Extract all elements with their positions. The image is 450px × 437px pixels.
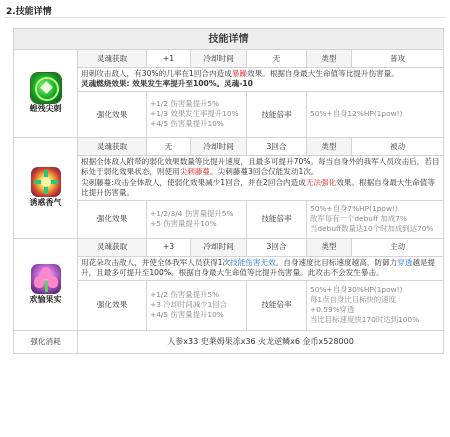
ratio-line: 当比目标速度快170时达到100%	[310, 315, 420, 325]
skill-1-desc-text	[81, 69, 440, 79]
skill-2-soul: 无	[147, 137, 191, 155]
bonus-line: +3 冷却时间减少1回合	[150, 300, 228, 310]
skill-1-ratio: 50%+自身12%HP(1pow!)	[307, 91, 444, 137]
skill-1-enhance-row	[14, 91, 444, 137]
material-cost-row	[14, 330, 444, 353]
skill-2-cooldown: 3回合	[247, 137, 307, 155]
bonus-line: +4/5 伤害量提升10%	[150, 310, 224, 320]
skill-1-cell	[14, 50, 78, 138]
skill-2-enhance-row	[14, 200, 444, 238]
skill-1-cooldown: 无	[247, 50, 307, 68]
skill-2-stats-row	[14, 137, 444, 155]
skill-2-desc-extra	[81, 178, 440, 199]
skill-3-name: 欢愉果实	[29, 294, 62, 304]
skill-3-ratio	[307, 280, 444, 330]
desc-segment: 。自身速度比目标速度越高，防御力	[275, 257, 398, 267]
skill-details-table	[13, 28, 444, 354]
material-label: 强化消耗	[14, 330, 78, 353]
skill-2-bonus	[147, 200, 247, 238]
cooldown-label: 冷却时间	[191, 238, 247, 256]
desc-segment: 。尖刺藤蔓3回合仅能发动1次。	[210, 167, 319, 177]
ratio-label: 技能倍率	[247, 91, 307, 137]
ratio-line: 敌军每有一个debuff 加成7%	[310, 214, 407, 224]
skill-3-stats-row	[14, 238, 444, 256]
skill-2-desc-row	[14, 155, 444, 200]
cooldown-label: 冷却时间	[191, 50, 247, 68]
desc-segment: 根据全体敌人附带的弱化效果数量等比提升速度，且最多可提升70%。每当自身外的我军人员攻击后，若目标处于弱化效果状态，则使用	[81, 156, 440, 177]
soul-label: 灵魂获取	[78, 50, 147, 68]
flower-fruit-icon	[31, 264, 61, 294]
desc-segment: 尖刺藤蔓:攻击全体敌人，使弱化效果减少1回合，并在2回合内造成	[81, 177, 306, 187]
soul-label: 灵魂获取	[78, 137, 147, 155]
enhance-label: 强化效果	[78, 280, 147, 330]
skill-3-description	[78, 256, 444, 280]
bonus-line: +5 伤害量提升10%	[150, 219, 217, 229]
keyword-highlight: 暴躁	[231, 69, 247, 78]
skill-3-desc-text	[81, 258, 440, 279]
ratio-line: 50%+自身30%HP(1pow!)	[310, 285, 403, 295]
desc-segment: 越是提升，且最多可提升至100%。根据自身最大生命值等比提升伤害量。此攻击不会发生暴击。	[81, 257, 436, 278]
skill-3-desc-row	[14, 256, 444, 280]
skill-1-desc-row	[14, 68, 444, 92]
ratio-line: 当debuff数量达10个时加成到达70%	[310, 224, 434, 234]
desc-segment: 效果。根据自身最大生命值等比提升伤害量。	[81, 177, 435, 198]
bonus-line: +1/2/3/4 伤害量提升5%	[150, 209, 234, 219]
cooldown-label: 冷却时间	[191, 137, 247, 155]
ratio-label: 技能倍率	[247, 200, 307, 238]
skill-2-desc-text	[81, 157, 440, 178]
section-divider	[4, 17, 446, 18]
desc-segment: 用刺攻击敌人，有30%的几率在1回合内造成	[81, 69, 232, 78]
bonus-line: +4/5 伤害量提升10%	[150, 119, 224, 129]
spore-cross-icon	[31, 167, 61, 197]
soul-label: 灵魂获取	[78, 238, 147, 256]
skill-3-bonus	[147, 280, 247, 330]
bonus-line: +1/2 伤害量提升5%	[150, 99, 220, 109]
skill-2-name: 诱惑香气	[29, 198, 62, 208]
skill-1-bonus	[147, 91, 247, 137]
ratio-line: 每1点自身比目标快的速度	[310, 295, 397, 305]
table-header-row	[14, 29, 444, 50]
keyword-highlight: 尖刺藤蔓	[179, 167, 211, 177]
ratio-line: 50%+自身7%HP(1pow!)	[310, 204, 398, 214]
skill-3-type: 主动	[352, 238, 444, 256]
skill-1-name: 蝗残尖刺	[29, 103, 62, 113]
skill-1-stats-row	[14, 50, 444, 68]
skill-2-cell	[14, 137, 78, 238]
skill-1-soul: +1	[147, 50, 191, 68]
skill-3-soul: +3	[147, 238, 191, 256]
skill-1-type: 普攻	[352, 50, 444, 68]
keyword-highlight: 穿透	[397, 257, 413, 267]
section-title: 2.技能详情	[6, 7, 52, 17]
table-title: 技能详情	[14, 29, 444, 50]
type-label: 类型	[307, 137, 352, 155]
type-label: 类型	[307, 50, 352, 68]
skill-3-enhance-row	[14, 280, 444, 330]
ratio-line: +0.59%穿透	[310, 305, 355, 315]
skill-1-desc-extra: 灵魂燃烧效果: 效果发生率提升至100%。灵魂-10	[81, 79, 253, 89]
skill-2-type: 被动	[352, 137, 444, 155]
bonus-line: +1/3 效果发生率提升10%	[150, 109, 239, 119]
enhance-label: 强化效果	[78, 91, 147, 137]
keyword-highlight: 技能伤害无效	[230, 257, 276, 267]
skill-3-cell	[14, 238, 78, 330]
desc-segment: 用花朵攻击敌人，并使全体我军人员获得1次	[81, 257, 231, 267]
skill-2-description	[78, 155, 444, 200]
keyword-highlight: 无法强化	[305, 177, 337, 187]
skill-1-description	[78, 68, 444, 92]
ratio-label: 技能倍率	[247, 280, 307, 330]
enhance-label: 强化效果	[78, 200, 147, 238]
bonus-line: +1/2 伤害量提升5%	[150, 290, 220, 300]
skill-3-cooldown: 3回合	[247, 238, 307, 256]
green-spike-icon	[31, 73, 61, 103]
desc-segment: 效果。根据自身最大生命值等比提升伤害量。	[247, 69, 399, 78]
type-label: 类型	[307, 238, 352, 256]
material-cost: 人参x33 史莱姆果冻x36 火龙逆鳞x6 金币x528000	[78, 330, 444, 353]
skill-2-ratio	[307, 200, 444, 238]
